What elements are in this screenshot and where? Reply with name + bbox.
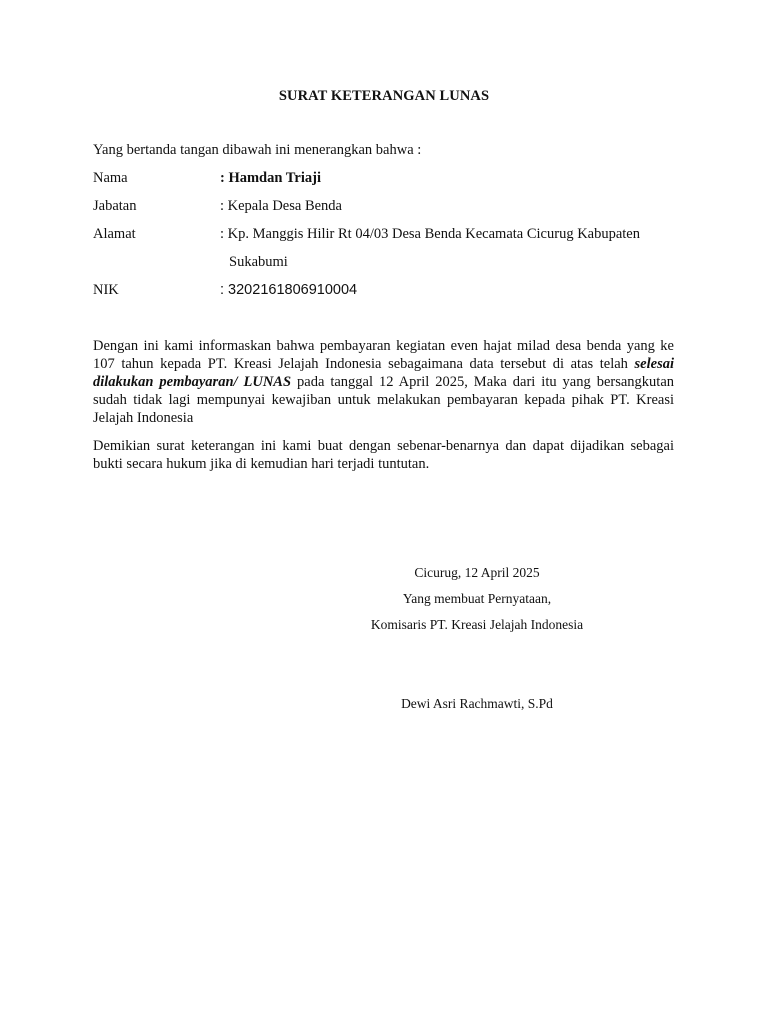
paragraph-payment-part2: pada tanggal 12 April 2025, Maka dari itu yang bersangkutan sudah tidak lagi mempunyai kewajiban untuk melakukan pembayaran kepada pihak PT. Kreasi Jelajah Indonesia xyxy=(93,374,675,426)
field-alamat-value: : Kp. Manggis Hilir Rt 04/03 Desa Benda Kecamata Cicurug Kabupaten xyxy=(220,226,640,242)
field-nik-label: NIK xyxy=(93,282,119,298)
field-jabatan-value: : Kepala Desa Benda xyxy=(220,198,342,214)
paragraph-payment xyxy=(93,337,674,427)
field-alamat-continuation: Sukabumi xyxy=(229,254,288,270)
intro-text: Yang bertanda tangan dibawah ini menerangkan bahwa : xyxy=(93,142,422,158)
field-nama-label: Nama xyxy=(93,170,128,186)
field-nama-value: : Hamdan Triaji xyxy=(220,170,321,186)
paragraph-payment-part1: Dengan ini kami informaskan bahwa pembayaran kegiatan even hajat milad desa benda yang ke 107 tahun kepada PT. Kreasi Jelajah Indonesia sebagaimana data tersebut di atas telah xyxy=(93,338,674,372)
signature-name: Dewi Asri Rachmawti, S.Pd xyxy=(401,696,553,711)
letter-title: SURAT KETERANGAN LUNAS xyxy=(278,88,490,104)
field-jabatan-label: Jabatan xyxy=(93,198,137,214)
signature-place-date: Cicurug, 12 April 2025 xyxy=(414,565,540,580)
field-alamat-label: Alamat xyxy=(93,226,136,242)
signature-maker: Yang membuat Pernyataan, xyxy=(402,591,552,606)
signature-position: Komisaris PT. Kreasi Jelajah Indonesia xyxy=(370,617,584,632)
paragraph-payment-emphasis: selesai dilakukan pembayaran/ LUNAS xyxy=(93,356,674,390)
field-nik-value: : 3202161806910004 xyxy=(220,282,358,298)
paragraph-closing: Demikian surat keterangan ini kami buat dengan sebenar-benarnya dan dapat dijadikan sebagai bukti secara hukum jika di kemudian hari terjadi tuntutan. xyxy=(93,438,674,472)
